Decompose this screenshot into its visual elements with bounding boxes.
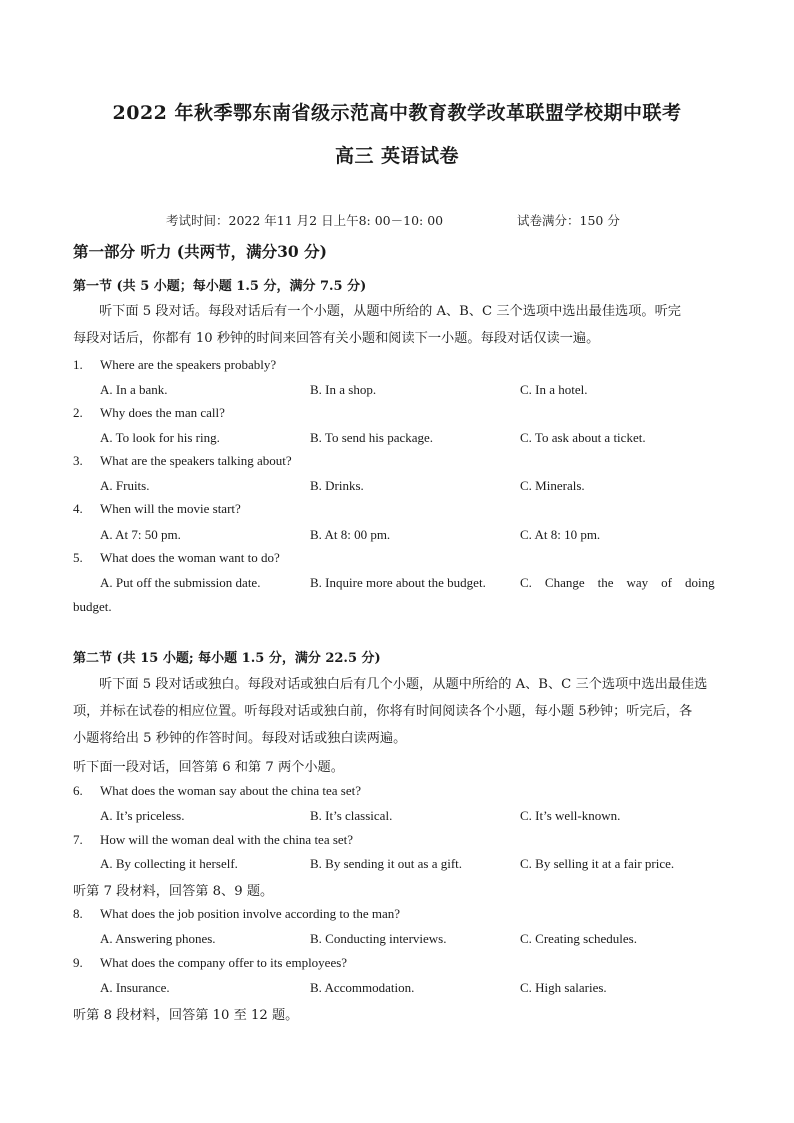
- question-number: 5.: [73, 550, 83, 565]
- section-two-intro: [73, 671, 723, 752]
- option-b: B. It’s classical.: [310, 808, 393, 823]
- option-c: C. It’s well-known.: [520, 808, 621, 823]
- question-text: What does the woman say about the china tea set?: [100, 783, 361, 798]
- option-a: A. Fruits.: [100, 478, 150, 493]
- option-c: C. Creating schedules.: [520, 931, 637, 946]
- exam-subtitle: 高三 英语试卷: [334, 145, 460, 167]
- question-number: 2.: [73, 405, 83, 420]
- question-text: How will the woman deal with the china tea set?: [100, 832, 354, 847]
- section-one-title: 第一节 (共 5 小题；每小题 1.5 分，满分 7.5 分): [73, 279, 367, 294]
- question-text: What does the job position involve according to the man?: [100, 906, 401, 921]
- exam-time: 考试时间：2022 年11 月2 日上午8: 00－10: 00: [166, 213, 444, 228]
- intro-line: 小题将给出 5 秒钟的作答时间。每段对话或独白读两遍。: [73, 731, 407, 746]
- option-b: B. In a shop.: [310, 382, 377, 397]
- option-b: B. By sending it out as a gift.: [310, 856, 463, 871]
- option-c: C. High salaries.: [520, 980, 607, 995]
- question-text: What are the speakers talking about?: [100, 453, 292, 468]
- question-number: 3.: [73, 453, 83, 468]
- question-text: What does the woman want to do?: [100, 550, 280, 565]
- instruction-10-12: 听第 8 段材料，回答第 10 至 12 题。: [73, 1008, 299, 1023]
- option-a: A. By collecting it herself.: [100, 856, 238, 871]
- part-one-title: 第一部分 听力 (共两节，满分30 分): [73, 242, 327, 261]
- intro-line: 听下面 5 段对话或独白。每段对话或独白后有几个小题，从题中所给的 A、B、C 三个选项中选出最佳选: [99, 677, 708, 692]
- intro-line: 每段对话后，你都有 10 秒钟的时间来回答有关小题和阅读下一小题。每段对话仅读一遍。: [73, 331, 600, 346]
- option-b: B. At 8: 00 pm.: [310, 527, 391, 542]
- exam-title: 2022 年秋季鄂东南省级示范高中教育教学改革联盟学校期中联考: [112, 102, 682, 124]
- question-number: 8.: [73, 906, 83, 921]
- option-a: A. Put off the submission date.: [100, 575, 261, 590]
- question-text: When will the movie start?: [100, 501, 241, 516]
- question-number: 6.: [73, 783, 83, 798]
- intro-line: 项，并标在试卷的相应位置。听每段对话或独白前，你将有时间阅读各个小题，每小题 5秒钟；听完后，各: [73, 704, 693, 719]
- question-number: 7.: [73, 832, 83, 847]
- option-c: C. To ask about a ticket.: [520, 430, 646, 445]
- section-two-title: 第二节 (共 15 小题; 每小题 1.5 分，满分 22.5 分): [73, 651, 381, 666]
- option-c: C. By selling it at a fair price.: [520, 856, 675, 871]
- option-c: C. In a hotel.: [520, 382, 588, 397]
- question-text: What does the company offer to its employees?: [100, 955, 348, 970]
- option-b: B. Drinks.: [310, 478, 364, 493]
- option-a: A. At 7: 50 pm.: [100, 527, 181, 542]
- instruction-8-9: 听第 7 段材料，回答第 8、9 题。: [73, 884, 274, 899]
- question-number: 4.: [73, 501, 83, 516]
- intro-line: 听下面 5 段对话。每段对话后有一个小题，从题中所给的 A、B、C 三个选项中选出最佳选项。听完: [99, 304, 681, 319]
- full-score: 试卷满分：150 分: [517, 213, 620, 228]
- option-a: A. Insurance.: [100, 980, 170, 995]
- instruction-6-7: 听下面一段对话，回答第 6 和第 7 两个小题。: [73, 760, 344, 775]
- question-text: Where are the speakers probably?: [100, 357, 277, 372]
- section-one-intro: [73, 298, 723, 352]
- option-a: A. To look for his ring.: [100, 430, 220, 445]
- option-c: C. Minerals.: [520, 478, 585, 493]
- option-c-continued: budget.: [73, 599, 112, 614]
- option-b: B. Conducting interviews.: [310, 931, 447, 946]
- option-c: C. Change the way of doing: [520, 575, 715, 590]
- question-text: Why does the man call?: [100, 405, 225, 420]
- option-a: A. Answering phones.: [100, 931, 216, 946]
- question-number: 1.: [73, 357, 83, 372]
- option-a: A. In a bank.: [100, 382, 168, 397]
- option-c: C. At 8: 10 pm.: [520, 527, 601, 542]
- option-b: B. Inquire more about the budget.: [310, 575, 486, 590]
- option-b: B. Accommodation.: [310, 980, 415, 995]
- option-b: B. To send his package.: [310, 430, 434, 445]
- question-number: 9.: [73, 955, 83, 970]
- option-a: A. It’s priceless.: [100, 808, 185, 823]
